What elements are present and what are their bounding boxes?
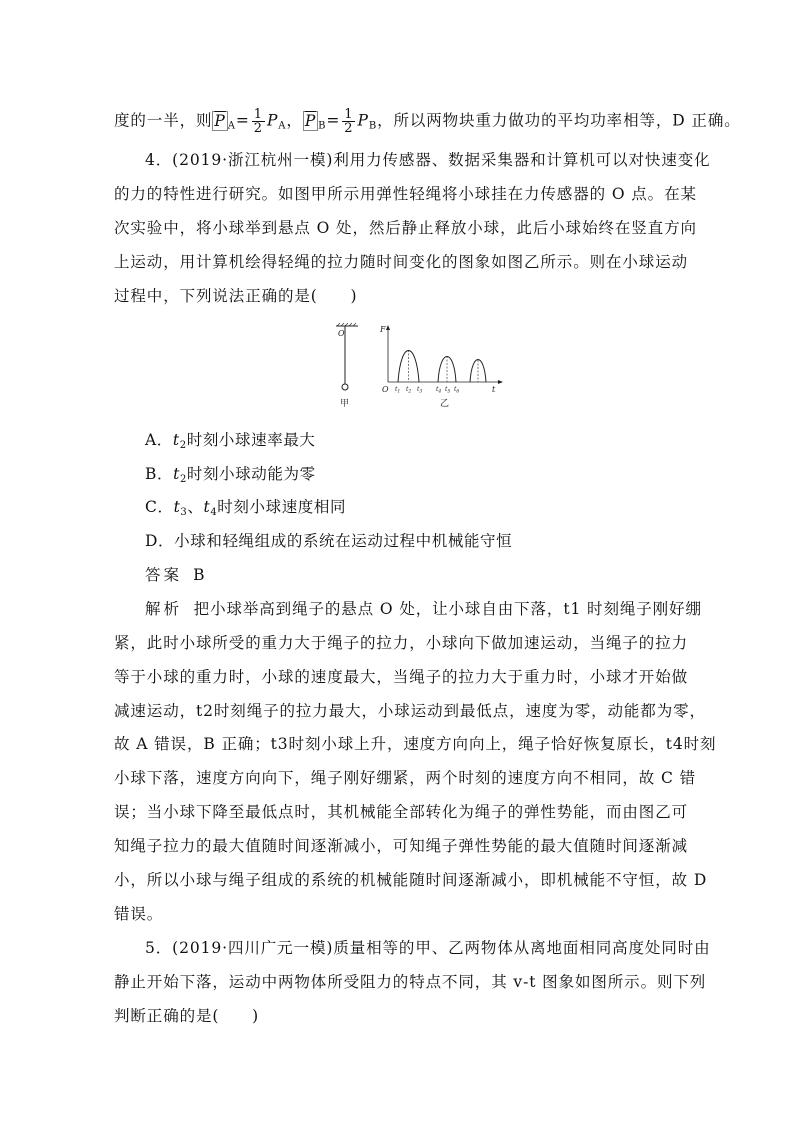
q4-analysis-line-3: 等于小球的重力时，小球的速度最大，当绳子的拉力大于重力时，小球才开始做 xyxy=(114,668,689,686)
q4-option-b: B．$t_2$时刻小球动能为零 xyxy=(145,465,316,485)
q4-stem-line-2: 的力的特性进行研究。如图甲所示用弹性轻绳将小球挂在力传感器的 O 点。在某 xyxy=(114,185,697,203)
q4-analysis-line-2: 紧，此时小球所受的重力大于绳子的拉力，小球向下做加速运动，当绳子的拉力 xyxy=(114,634,689,652)
avg-power-a-symbol: $\overline{P}$ xyxy=(214,111,226,130)
q4-analysis-line-10: 错误。 xyxy=(114,905,164,923)
q4-option-d: D．小球和轻绳组成的系统在运动过程中机械能守恒 xyxy=(145,532,513,550)
q4-stem-line-4: 上运动，用计算机绘得轻绳的拉力随时间变化的图象如图乙所示。则在小球运动 xyxy=(114,253,689,271)
tick-t3: $t_3$ xyxy=(417,386,423,395)
power-b-symbol: P xyxy=(357,111,369,130)
q4-analysis-line-7: 误；当小球下降至最低点时，其机械能全部转化为绳子的弹性势能，而由图乙可 xyxy=(114,803,689,821)
q5-stem-line-1: 5．(2019·四川广元一模)质量相等的甲、乙两物体从离地面相同高度处同时由 xyxy=(145,939,711,957)
yi-label: 乙 xyxy=(440,399,450,409)
tick-t2: $t_2$ xyxy=(406,386,412,395)
answer-label: 答案 xyxy=(145,566,183,584)
analysis-label: 解析 xyxy=(145,600,183,618)
tick-t6: $t_6$ xyxy=(454,386,460,395)
tick-t4: $t_4$ xyxy=(436,386,442,395)
q5-stem-line-3: 判断正确的是( ) xyxy=(114,1007,260,1025)
q4-analysis-line-6: 小球下落，速度方向向下，绳子刚好绷紧，两个时刻的速度方向不相同，故 C 错 xyxy=(114,769,697,787)
tick-t5: $t_5$ xyxy=(445,386,451,395)
intro-text-post: ，所以两物块重力做功的平均功率相等，D 正确。 xyxy=(377,111,741,130)
q4-analysis-line-4: 减速运动，t2时刻绳子的拉力最大，小球运动到最低点，速度为零，动能都为零， xyxy=(114,702,706,720)
q4-stem-line-1: 4．(2019·浙江杭州一模)利用力传感器、数据采集器和计算机可以对快速变化 xyxy=(145,151,711,169)
figure-jia xyxy=(336,323,358,409)
tick-t1: $t_1$ xyxy=(395,386,401,395)
q4-stem-line-5: 过程中，下列说法正确的是( ) xyxy=(114,287,358,305)
q4-option-a: A．$t_2$时刻小球速率最大 xyxy=(145,431,316,451)
t-axis-label: t xyxy=(492,385,496,394)
origin-label: O xyxy=(382,385,389,394)
fraction-half-a: $\frac{1}{2}$ xyxy=(253,107,263,136)
q4-analysis-line-1: 解析 把小球举高到绳子的悬点 O 处，让小球自由下落，t1 时刻绳子刚好绷 xyxy=(145,600,702,618)
figure-yi xyxy=(379,325,503,409)
power-a-symbol: P xyxy=(266,111,279,130)
f-axis-label: F xyxy=(380,325,386,334)
q4-analysis-line-9: 小，所以小球与绳子组成的系统的机械能随时间逐渐减小，即机械能不守恒，故 D xyxy=(114,871,708,889)
subscript-b: B xyxy=(318,120,327,132)
q4-figure xyxy=(328,320,508,410)
q4-analysis-line-5: 故 A 错误，B 正确；t3时刻小球上升，速度方向向上，绳子恰好恢复原长，t4时刻 xyxy=(114,735,717,753)
q4-analysis-line-8: 知绳子拉力的最大值随时间逐渐减小，可知绳子弹性势能的最大值随时间逐渐减 xyxy=(114,837,689,855)
q4-option-c: C．$t_3$、$t_4$时刻小球速度相同 xyxy=(145,498,347,518)
intro-line: 度的一半，则 $\overline{P}$ $_A$= $\frac{1}{2}$ $P_A$， $\overline{P}$ $_B$= $\frac{1}{2}$ $P_B$，所以两物块重力做功的平均功率相等，D 正确。 xyxy=(114,107,741,136)
avg-power-b-symbol: $\overline{P}$ xyxy=(304,111,317,130)
answer-value: B xyxy=(193,566,206,584)
intro-text-pre: 度的一半，则 xyxy=(114,111,213,130)
q4-stem-line-3: 次实验中，将小球举到悬点 O 处，然后静止释放小球，此后小球始终在竖直方向 xyxy=(114,219,697,237)
fraction-half-b: $\frac{1}{2}$ xyxy=(344,107,354,136)
subscript-a: A xyxy=(227,120,236,132)
q4-answer xyxy=(145,565,205,585)
jia-label: 甲 xyxy=(340,399,350,409)
jia-o-label: O xyxy=(338,329,345,338)
q5-stem-line-2: 静止开始下落，运动中两物体所受阻力的特点不同，其 v-t 图象如图所示。则下列 xyxy=(114,973,707,991)
